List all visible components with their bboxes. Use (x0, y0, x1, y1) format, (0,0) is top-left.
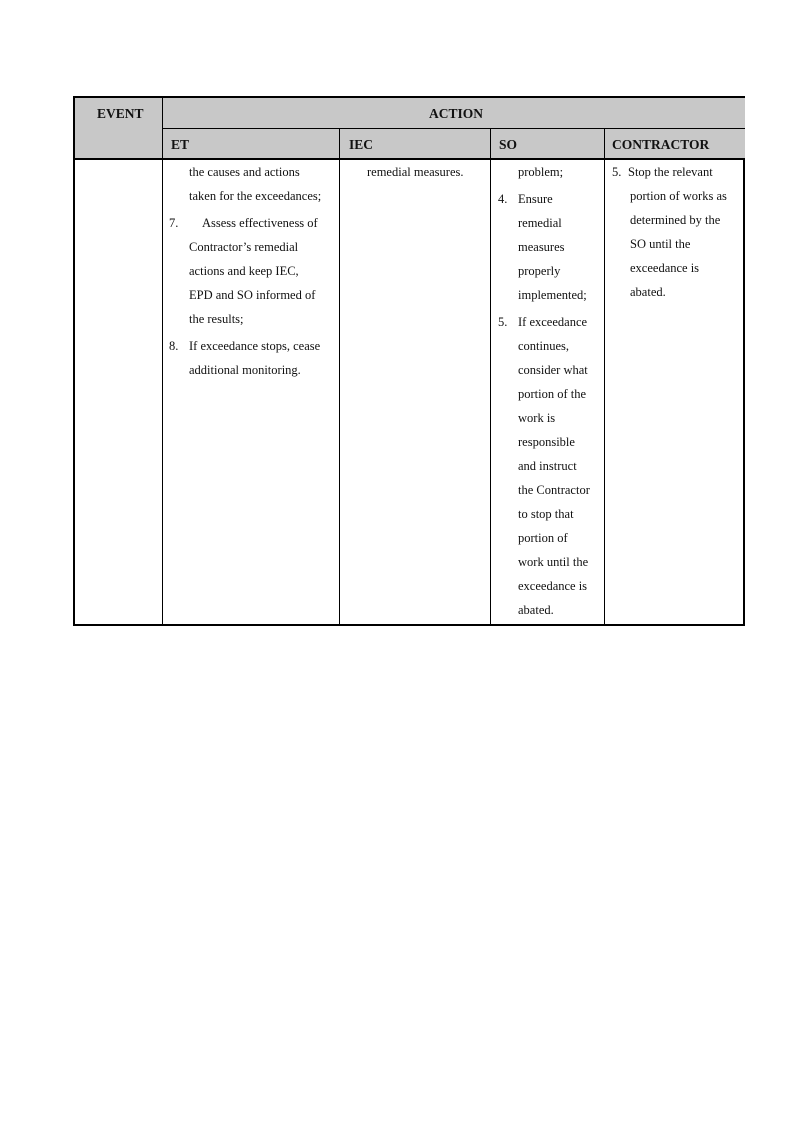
text-line: EPD and SO informed of (189, 288, 316, 302)
list-number: 5. (612, 165, 622, 179)
text-line: determined by the (630, 213, 721, 227)
text-line: Assess effectiveness of (202, 216, 318, 230)
et-header: ET (171, 137, 190, 152)
grid-line (339, 128, 340, 626)
et-header-cell (163, 129, 339, 158)
text-line: portion of (518, 531, 568, 545)
text-line: and instruct (518, 459, 577, 473)
iec-header: IEC (349, 137, 374, 152)
text-line: SO until the (630, 237, 691, 251)
text-line: If exceedance stops, cease (189, 339, 321, 353)
list-item (169, 334, 337, 382)
contractor-cell (612, 160, 744, 304)
grid-line (604, 128, 605, 626)
text-line: measures (518, 240, 565, 254)
list-item (612, 160, 744, 304)
text-line: Stop the relevant (628, 165, 713, 179)
text-line: exceedance is (630, 261, 700, 275)
iec-header-cell (340, 129, 490, 158)
text-line: abated. (630, 285, 666, 299)
list-number: 7. (169, 216, 179, 230)
et-continuation (169, 160, 337, 208)
action-header: ACTION (429, 106, 484, 121)
et-cell (169, 160, 337, 382)
text-line: the results; (189, 312, 244, 326)
text-line: the causes and actions (189, 165, 300, 179)
text-line: remedial measures. (367, 165, 464, 179)
list-item (169, 211, 337, 331)
list-number: 5. (498, 315, 508, 329)
text-line: to stop that (518, 507, 574, 521)
list-item (498, 187, 602, 307)
event-header: EVENT (97, 106, 144, 121)
text-line: Contractor’s remedial (189, 240, 299, 254)
contractor-header-cell (605, 129, 745, 158)
contractor-header: CONTRACTOR (612, 137, 710, 152)
so-cell (498, 160, 602, 622)
text-line: If exceedance (518, 315, 588, 329)
text-line: taken for the exceedances; (189, 189, 322, 203)
so-continuation (498, 160, 602, 184)
text-line: work until the (518, 555, 589, 569)
list-item (498, 310, 602, 622)
text-line: portion of works as (630, 189, 727, 203)
action-plan-table (73, 96, 745, 626)
text-line: remedial (518, 216, 562, 230)
grid-line (162, 98, 163, 626)
grid-line (490, 128, 491, 626)
text-line: abated. (518, 603, 554, 617)
event-header-cell (75, 98, 162, 158)
text-line: portion of the (518, 387, 587, 401)
action-header-cell (163, 98, 745, 128)
text-line: implemented; (518, 288, 587, 302)
text-line: work is (518, 411, 556, 425)
text-line: additional monitoring. (189, 363, 301, 377)
text-line: properly (518, 264, 561, 278)
text-line: the Contractor (518, 483, 590, 497)
text-line: problem; (518, 165, 564, 179)
so-header: SO (499, 137, 518, 152)
text-line: exceedance is (518, 579, 588, 593)
so-header-cell (491, 129, 604, 158)
text-line: continues, (518, 339, 570, 353)
list-number: 4. (498, 192, 508, 206)
text-line: responsible (518, 435, 575, 449)
text-line: consider what (518, 363, 588, 377)
grid-line (163, 128, 745, 129)
text-line: actions and keep IEC, (189, 264, 299, 278)
iec-cell (367, 160, 487, 184)
list-number: 8. (169, 339, 179, 353)
text-line: Ensure (518, 192, 553, 206)
